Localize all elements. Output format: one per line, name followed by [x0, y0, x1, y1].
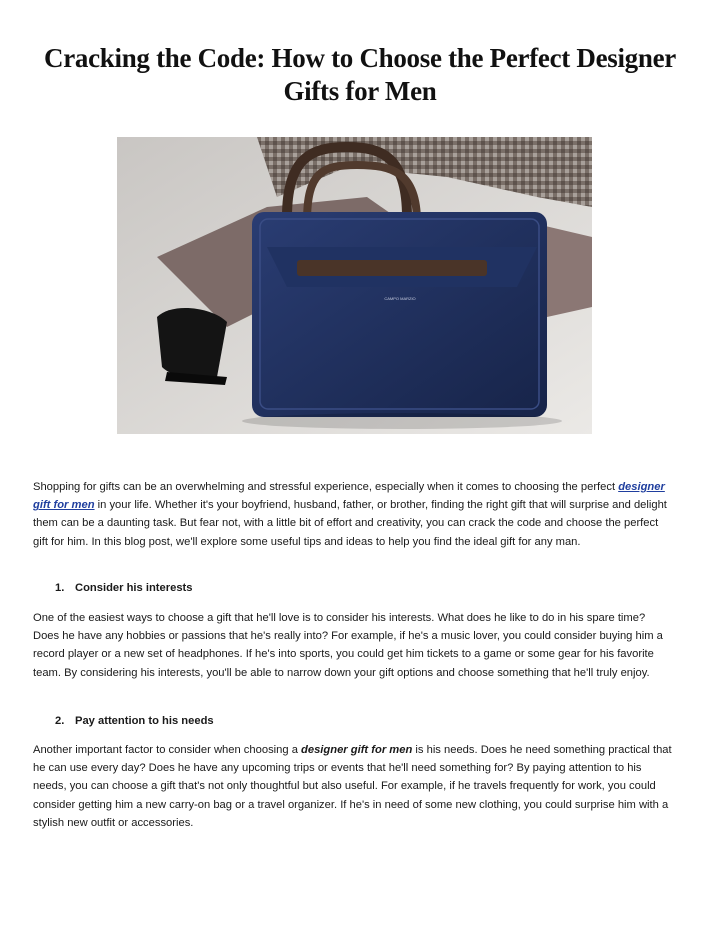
designer-gift-link[interactable]: designer gift for men [33, 481, 665, 512]
needs-text-before: Another important factor to consider when choosing a [33, 744, 302, 756]
section-number: 1. [55, 582, 65, 594]
section-body-interests: One of the easiest ways to choose a gift that he'll love is to consider his interests. What does he like to do in his spare time? Does he have any hobbies or passions that he's really into? For example, if he's a music lover, you could consider buying him a record player or a new set of headphones. If he's into sports, you could get him tickets to a game or some gear for his favorite team. By considering his interests, you'll be able to narrow down your gift options and choose something that he'll truly enjoy. [33, 612, 663, 679]
intro-text-after: in your life. Whether it's your boyfriend, husband, father, or brother, finding the right gift that will surprise and delight them can be a daunting task. But fear not, with a little bit of effort and creativity, you can crack the code and choose the perfect gift for him. In this blog post, we'll explore some useful tips and ideas to help you find the ideal gift for any man. [33, 499, 667, 548]
designer-gift-emphasis: designer gift for men [301, 744, 413, 756]
needs-text-after: is his needs. Does he need something practical that he can use every day? Does he have any upcoming trips or events that he'll need something for? By paying attention to his needs, you can choose a gift that's not only thoughtful but also useful. For example, if he travels frequently for work, you could consider getting him a new carry-on bag or a travel organizer. If he's in need of some new clothing, you could surprise him with a stylish new outfit or accessories. [33, 744, 672, 829]
section-heading-needs [55, 713, 214, 729]
section-heading-text: Consider his interests [75, 582, 193, 594]
intro-text-before: Shopping for gifts can be an overwhelming and stressful experience, especially when it comes to choosing the perfect [33, 481, 619, 493]
intro-paragraph [33, 478, 673, 551]
section-number: 2. [55, 715, 65, 727]
section-heading-text: Pay attention to his needs [75, 715, 214, 727]
page-title: Cracking the Code: How to Choose the Perfect Designer Gifts for Men [44, 43, 676, 106]
bag-brand-text: CAMPO MARZIO [384, 296, 416, 301]
briefcase-photo [117, 137, 592, 434]
section-body-needs [33, 741, 673, 832]
section-heading-interests [55, 580, 193, 596]
